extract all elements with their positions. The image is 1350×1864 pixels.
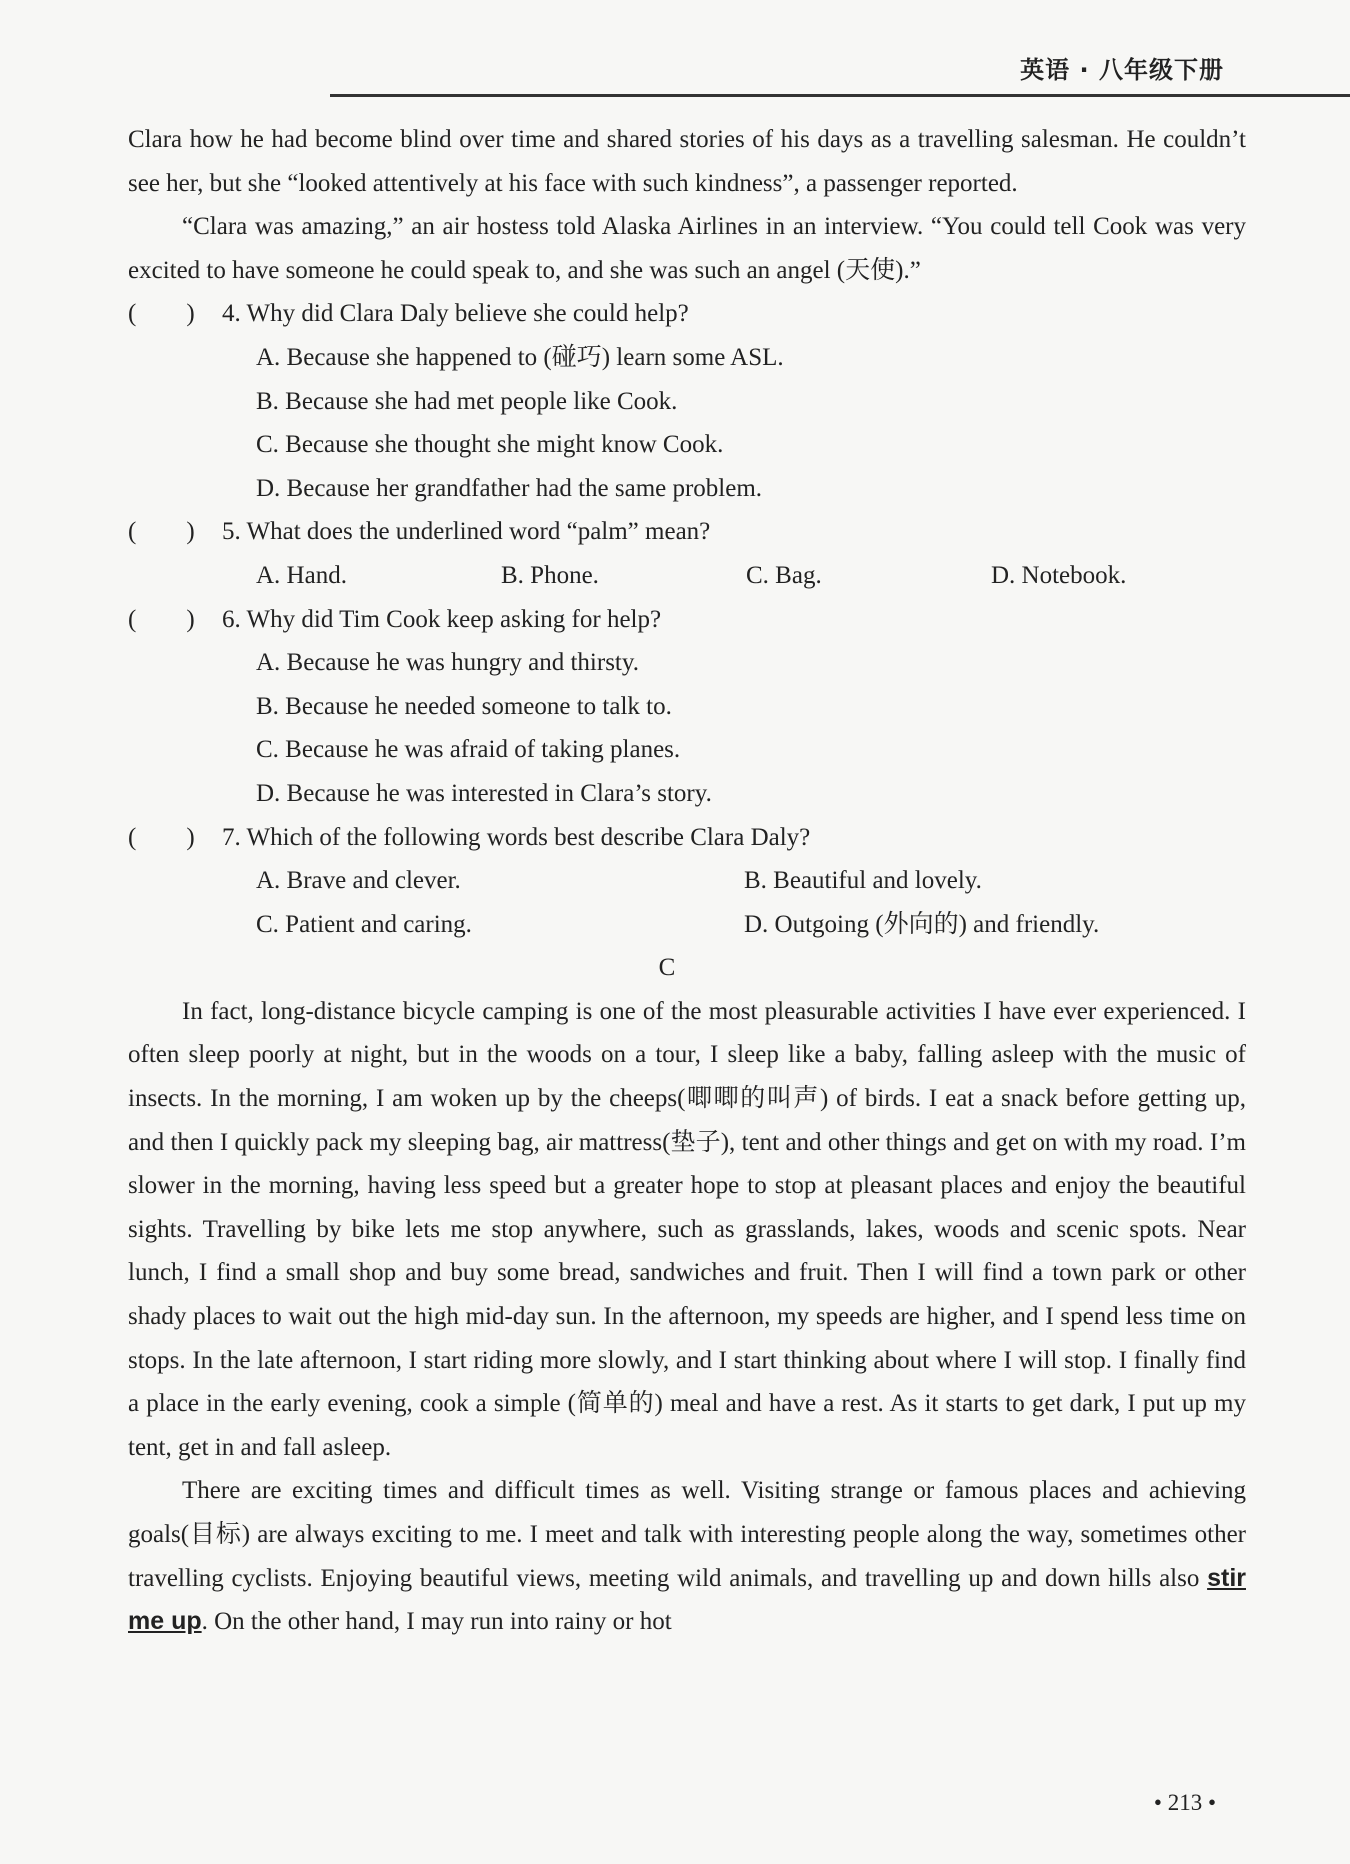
option: C. Because she thought she might know Cook. (256, 431, 724, 459)
question-4 (128, 292, 1246, 336)
option: A. Because she happened to (碰巧) learn some ASL. (256, 343, 784, 371)
passage-paragraph: Clara how he had become blind over time and shared stories of his days as a travelling salesman. He couldn’t see her, but she “looked attentively at his face with such kindness”, a passenger reported. (128, 126, 1246, 197)
answer-blank[interactable]: ( ) (128, 300, 195, 328)
option: C. Patient and caring. (256, 910, 472, 938)
option: D. Outgoing (外向的) and friendly. (744, 910, 1100, 938)
text-segment: . On the other hand, I may run into rainy or hot (201, 1608, 672, 1636)
answer-blank[interactable]: ( ) (128, 823, 195, 851)
option: D. Notebook. (991, 561, 1127, 589)
options-row (128, 554, 1246, 598)
question-6 (128, 598, 1246, 642)
passage-paragraph: In fact, long-distance bicycle camping is one of the most pleasurable activities I have ever experienced. I often sleep poorly at night, but in the woods on a tour, I sleep like a baby, falling asleep with the music of insects. In the morning, I am woken up by the cheeps(唧唧的叫声) of birds. I eat a snack before getting up, and then I quickly pack my sleeping bag, air mattress(垫子), tent and other things and get on with my road. I’m slower in the morning, having less speed but a greater hope to stop at pleasant places and enjoy the beautiful sights. Travelling by bike lets me stop anywhere, such as grasslands, lakes, woods and scenic spots. Near lunch, I find a small shop and buy some bread, sandwiches and fruit. Then I will find a town park or other shady places to wait out the high mid-day sun. In the afternoon, my speeds are higher, and I spend less time on stops. In the late afternoon, I start riding more slowly, and I start thinking about where I will stop. I finally find a place in the early evening, cook a simple (简单的) meal and have a rest. As it starts to get dark, I put up my tent, get in and fall asleep. (128, 997, 1246, 1461)
text-segment: There are exciting times and difficult times as well. Visiting strange or famous places and achieving goals(目标) are always exciting to me. I meet and talk with interesting people along the way, sometimes other travelling cyclists. Enjoying beautiful views, meeting wild animals, and travelling up and down hills also (128, 1477, 1246, 1592)
question-stem: 6. Why did Tim Cook keep asking for help? (222, 605, 662, 633)
answer-blank[interactable]: ( ) (128, 605, 195, 633)
book-title: 英语 · 八年级下册 (1020, 56, 1224, 84)
question-7 (128, 816, 1246, 860)
answer-blank[interactable]: ( ) (128, 518, 195, 546)
option: B. Beautiful and lovely. (744, 867, 982, 895)
question-stem: 4. Why did Clara Daly believe she could help? (222, 300, 689, 328)
question-stem: 5. What does the underlined word “palm” mean? (222, 518, 711, 546)
question-stem: 7. Which of the following words best describe Clara Daly? (222, 823, 811, 851)
section-label: C (658, 954, 676, 982)
option: D. Because her grandfather had the same problem. (256, 474, 763, 502)
option: B. Phone. (501, 561, 599, 589)
passage-paragraph (128, 1469, 1246, 1643)
page-header (330, 48, 1350, 97)
option: A. Because he was hungry and thirsty. (256, 649, 640, 677)
option: C. Bag. (746, 561, 822, 589)
option: C. Because he was afraid of taking planes. (256, 736, 681, 764)
options-row (128, 859, 1246, 903)
question-5 (128, 510, 1246, 554)
option: A. Brave and clever. (256, 867, 461, 895)
option: D. Because he was interested in Clara’s story. (256, 779, 712, 807)
page-number: • 213 • (1153, 1790, 1216, 1815)
option: B. Because he needed someone to talk to. (256, 692, 672, 720)
passage-paragraph: “Clara was amazing,” an air hostess told Alaska Airlines in an interview. “You could tell Cook was very excited to have someone he could speak to, and she was such an angel (天使).” (128, 213, 1246, 284)
underlined-phrase: stir me up (128, 1563, 1246, 1636)
options-row (128, 903, 1246, 947)
option: B. Because she had met people like Cook. (256, 387, 678, 415)
page-content (128, 118, 1246, 1644)
option: A. Hand. (256, 561, 347, 589)
